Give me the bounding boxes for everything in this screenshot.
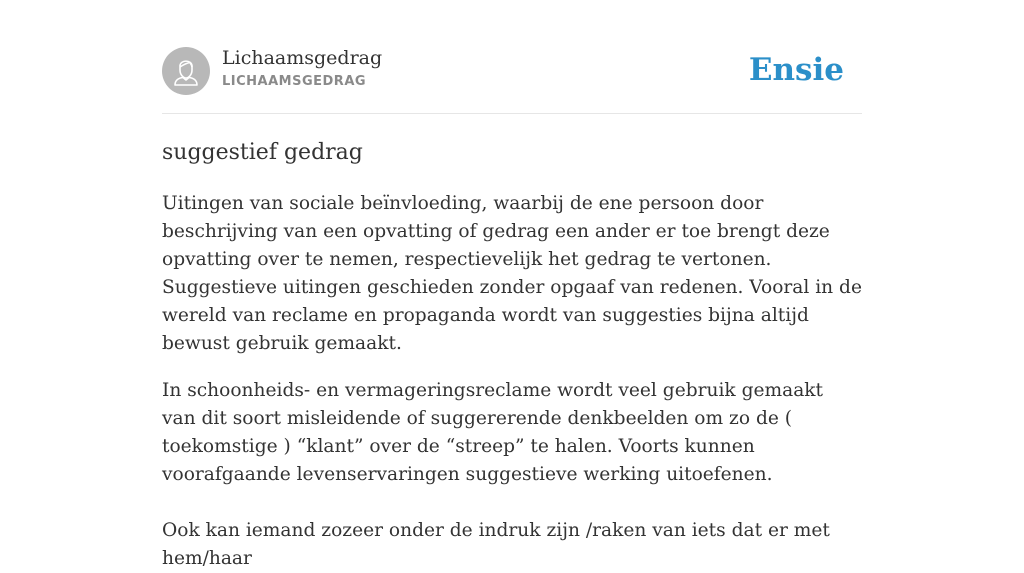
- author-tag[interactable]: LICHAAMSGEDRAG: [222, 74, 367, 89]
- header: [162, 0, 862, 114]
- ensie-logo[interactable]: Ensie: [748, 52, 844, 88]
- article-paragraph-1: Uitingen van sociale beïnvloeding, waarbij de ene persoon door beschrijving van een opvatting of gedrag een ander er toe brengt deze opvatting over te nemen, respectievelijk het gedrag te vertonen. Suggestieve uitingen geschieden zonder opgaaf van redenen. Vooral in de wereld van reclame en propaganda wordt van suggesties bijna altijd bewust gebruik gemaakt.: [162, 193, 862, 354]
- article-paragraph-2: In schoonheids- en vermageringsreclame wordt veel gebruik gemaakt van dit soort misleidende of suggererende denkbeelden om zo de ( toekomstige ) “klant” over de “streep” te halen. Voorts kunnen voorafgaande levenservaringen suggestieve werking uitoefenen.: [162, 380, 824, 485]
- page-title: suggestief gedrag: [162, 140, 363, 165]
- author-name[interactable]: Lichaamsgedrag: [222, 47, 383, 69]
- article-paragraph-3: Ook kan iemand zozeer onder de indruk zijn /raken van iets dat er met hem/haar: [162, 520, 830, 569]
- user-icon: [162, 47, 210, 95]
- author-block: [222, 45, 382, 91]
- page: [162, 0, 862, 573]
- avatar[interactable]: [162, 47, 210, 95]
